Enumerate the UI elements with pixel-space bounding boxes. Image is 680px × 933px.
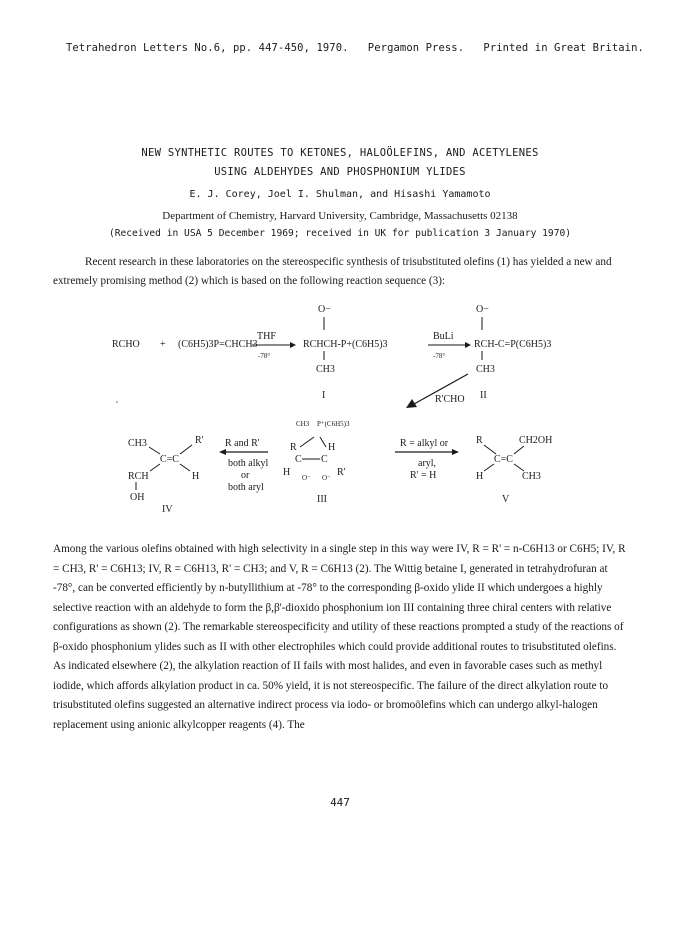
svg-text:H: H: [328, 442, 336, 453]
svg-text:O⁻: O⁻: [322, 474, 331, 482]
betaine-oxide: O−: [318, 304, 331, 315]
svg-text:H: H: [192, 471, 200, 482]
svg-text:OH: OH: [130, 492, 145, 503]
ylide-methyl: CH3: [476, 364, 495, 375]
arrow3-reagent: R'CHO: [435, 394, 465, 405]
svg-text:P⁺(C6H5)3: P⁺(C6H5)3: [317, 420, 350, 428]
ylide-formula: RCH-C=P(C6H5)3: [474, 339, 552, 350]
svg-text:CH3: CH3: [128, 438, 147, 449]
title-line-2: USING ALDEHYDES AND PHOSPHONIUM YLIDES: [214, 166, 466, 178]
compound-III-label: III: [317, 494, 327, 505]
svg-text:CH3: CH3: [522, 471, 541, 482]
arrow2-reagent: BuLi: [433, 331, 454, 342]
reaction-scheme: [0, 290, 680, 530]
arrow-right-condition: R = alkyl or: [400, 438, 449, 449]
arrow2-temp: -78°: [433, 352, 446, 360]
svg-text:R: R: [290, 442, 297, 453]
compound-IV-structure: [128, 435, 204, 503]
svg-text:H: H: [283, 467, 291, 478]
svg-text:C=C: C=C: [160, 454, 179, 465]
svg-text:C: C: [295, 454, 302, 465]
journal-header: Tetrahedron Letters No.6, pp. 447-450, 1970. Pergamon Press. Printed in Great Britain.: [66, 42, 644, 54]
svg-text:RCH: RCH: [128, 471, 149, 482]
svg-text:O⁻: O⁻: [302, 474, 311, 482]
arrow2-head: [465, 342, 471, 348]
article-title: [0, 144, 680, 182]
arrow-left-condition: R and R': [225, 438, 260, 449]
affiliation: Department of Chemistry, Harvard University, Cambridge, Massachusetts 02138: [162, 210, 518, 222]
betaine-formula: RCHCH-P+(C6H5)3: [303, 339, 388, 350]
arrow-left-head: [219, 449, 226, 455]
plus-sign: +: [160, 339, 166, 350]
arrow1-temp: -78°: [258, 352, 271, 360]
arrow-left-note-2: or: [241, 470, 250, 481]
svg-text:R: R: [476, 435, 483, 446]
compound-V-label: V: [502, 494, 510, 505]
svg-text:R': R': [195, 435, 204, 446]
intro-paragraph: Recent research in these laboratories on the stereospecific synthesis of trisubstituted olefins (1) has yielded a new and extremely promising method (2) which is based on the following reaction sequence (3):: [53, 256, 612, 287]
arrow-left-note-3: both aryl: [228, 482, 264, 493]
svg-text:CH3: CH3: [296, 420, 310, 428]
svg-text:CH2OH: CH2OH: [519, 435, 553, 446]
page-number: 447: [330, 796, 350, 809]
compound-III-structure: [283, 420, 350, 482]
arrow1-reagent: THF: [257, 331, 276, 342]
arrow1-head: [290, 342, 296, 348]
betaine-methyl: CH3: [316, 364, 335, 375]
compound-V-structure: [476, 435, 552, 482]
body-paragraph: Among the various olefins obtained with high selectivity in a single step in this way were IV, R = R' = n-C6H13 or C6H5; IV, R = CH3, R' = C6H13; IV, R = C6H13, R' = CH3; and V, R = C6H13 (2). The Wittig betaine I, generated in tetrahydrofuran at -78°, can be converted efficiently by n-butyllithium at -78° to the corresponding β-oxido ylide II which undergoes a highly selective reaction with an aldehyde to form the β,β'-dioxido phosphonium ion III containing three chiral centers with relative configurations as shown (2). The remarkable stereospecificity and utility of these reactions prompted a study of the reactions of β-oxido phosphonium ylides such as II with other electrophiles which could provide additional routes to trisubstituted olefins. As indicated elsewhere (2), the alkylation reaction of II fails with most halides, and even in favorable cases such as methyl iodide, which affords alkylation product in ca. 50% yield, it is not stereospecific. The failure of the direct alkylation route to trisubstituted olefins suggested an alternative indirect process via iodo- or bromoölefins which can undergo alkyl-halogen replacement using anionic alkylcopper reagents (4). The: [53, 543, 626, 731]
authors: E. J. Corey, Joel I. Shulman, and Hisashi Yamamoto: [189, 189, 491, 200]
ylide-oxide: O−: [476, 304, 489, 315]
reactant-aldehyde: RCHO: [112, 339, 140, 350]
compound-IV-label: IV: [162, 504, 173, 515]
reactant-ylide: (C6H5)3P=CHCH3: [178, 339, 258, 350]
svg-text:C: C: [321, 454, 328, 465]
arrow-left-note-1: both alkyl: [228, 458, 269, 469]
arrow-right-note-1: aryl,: [418, 458, 437, 469]
arrow-right-note-2: R' = H: [410, 470, 437, 481]
received-dates: (Received in USA 5 December 1969; received in UK for publication 3 January 1970): [108, 228, 572, 239]
svg-text:H: H: [476, 471, 484, 482]
compound-I-label: I: [322, 390, 326, 401]
title-line-1: NEW SYNTHETIC ROUTES TO KETONES, HALOÖLEFINS, AND ACETYLENES: [141, 147, 539, 159]
svg-text:R': R': [337, 467, 346, 478]
arrow-right-head: [452, 449, 459, 455]
compound-II-label: II: [480, 390, 487, 401]
svg-text:C=C: C=C: [494, 454, 513, 465]
